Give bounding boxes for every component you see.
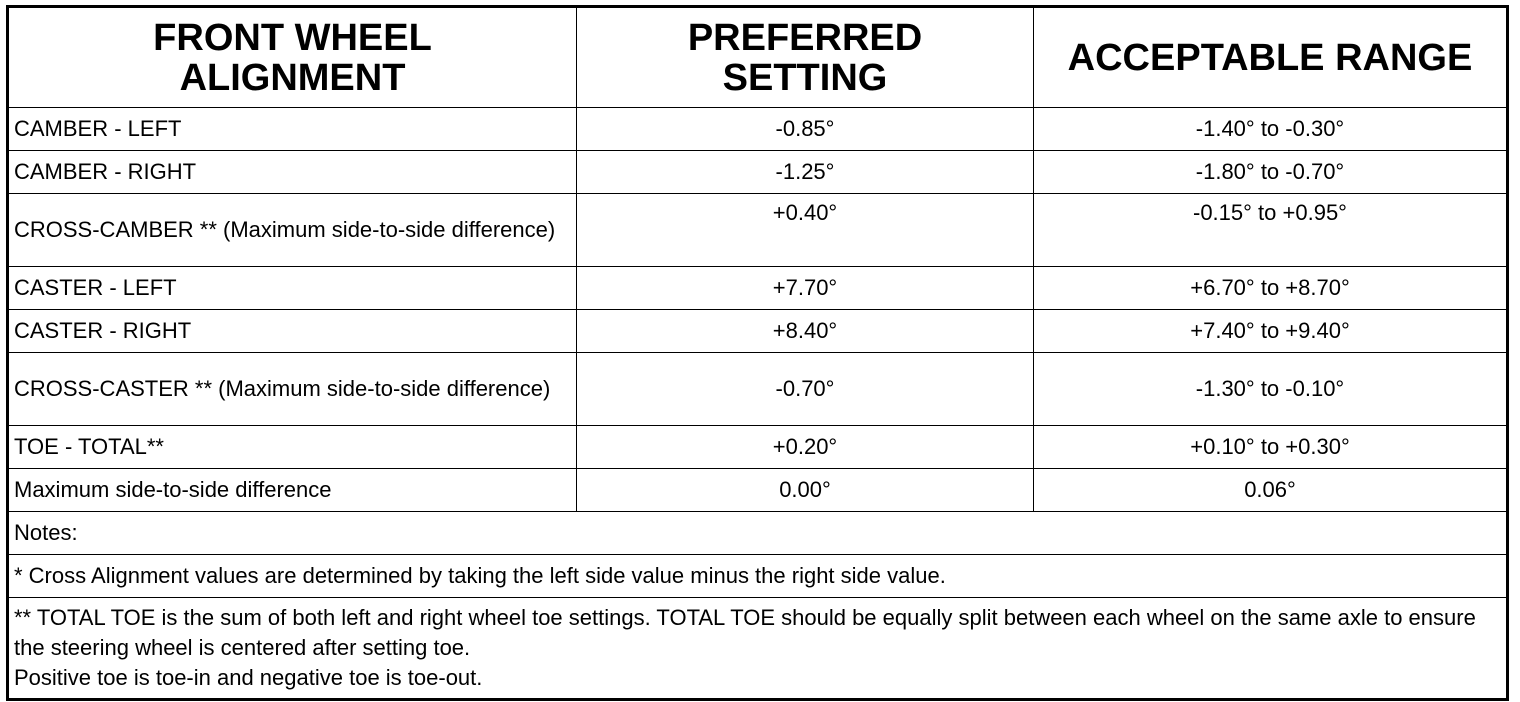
notes-title: Notes: xyxy=(8,512,1508,555)
row-label: TOE - TOTAL** xyxy=(8,426,577,469)
preferred-value: +0.40° xyxy=(577,194,1034,267)
row-label: CASTER - LEFT xyxy=(8,267,577,310)
table-row xyxy=(8,353,1508,426)
note-total-toe xyxy=(8,598,1508,700)
header-row xyxy=(8,7,1508,108)
range-value: -1.40° to -0.30° xyxy=(1034,108,1508,151)
alignment-spec-sheet xyxy=(6,5,1506,694)
preferred-value: +0.20° xyxy=(577,426,1034,469)
row-label: CAMBER - RIGHT xyxy=(8,151,577,194)
range-value: 0.06° xyxy=(1034,469,1508,512)
table-row xyxy=(8,108,1508,151)
row-label: CROSS-CASTER ** (Maximum side-to-side difference) xyxy=(8,353,577,426)
row-label: Maximum side-to-side difference xyxy=(8,469,577,512)
note-cross-alignment: * Cross Alignment values are determined by taking the left side value minus the right side value. xyxy=(8,555,1508,598)
range-value: +6.70° to +8.70° xyxy=(1034,267,1508,310)
row-label: CAMBER - LEFT xyxy=(8,108,577,151)
preferred-value: -1.25° xyxy=(577,151,1034,194)
table-row xyxy=(8,310,1508,353)
range-value: -0.15° to +0.95° xyxy=(1034,194,1508,267)
range-value: -1.80° to -0.70° xyxy=(1034,151,1508,194)
range-value: +7.40° to +9.40° xyxy=(1034,310,1508,353)
table-row xyxy=(8,469,1508,512)
note-toe-direction-text: Positive toe is toe-in and negative toe is toe-out. xyxy=(14,665,483,690)
header-preferred-setting: PREFERRED SETTING xyxy=(577,7,1034,108)
preferred-value: 0.00° xyxy=(577,469,1034,512)
preferred-value: +7.70° xyxy=(577,267,1034,310)
preferred-value: +8.40° xyxy=(577,310,1034,353)
front-wheel-alignment-table xyxy=(6,5,1509,701)
header-acceptable-range: ACCEPTABLE RANGE xyxy=(1034,7,1508,108)
note-row xyxy=(8,598,1508,700)
preferred-value: -0.85° xyxy=(577,108,1034,151)
row-label: CASTER - RIGHT xyxy=(8,310,577,353)
table-row xyxy=(8,267,1508,310)
table-row xyxy=(8,194,1508,267)
note-row xyxy=(8,555,1508,598)
table-row xyxy=(8,151,1508,194)
row-label: CROSS-CAMBER ** (Maximum side-to-side difference) xyxy=(8,194,577,267)
header-alignment: FRONT WHEEL ALIGNMENT xyxy=(8,7,577,108)
notes-title-row xyxy=(8,512,1508,555)
preferred-value: -0.70° xyxy=(577,353,1034,426)
range-value: +0.10° to +0.30° xyxy=(1034,426,1508,469)
table-row xyxy=(8,426,1508,469)
range-value: -1.30° to -0.10° xyxy=(1034,353,1508,426)
note-total-toe-text: ** TOTAL TOE is the sum of both left and right wheel toe settings. TOTAL TOE should be equally split between each wheel on the same axle to ensure the steering wheel is centered after setting toe. xyxy=(14,605,1476,660)
